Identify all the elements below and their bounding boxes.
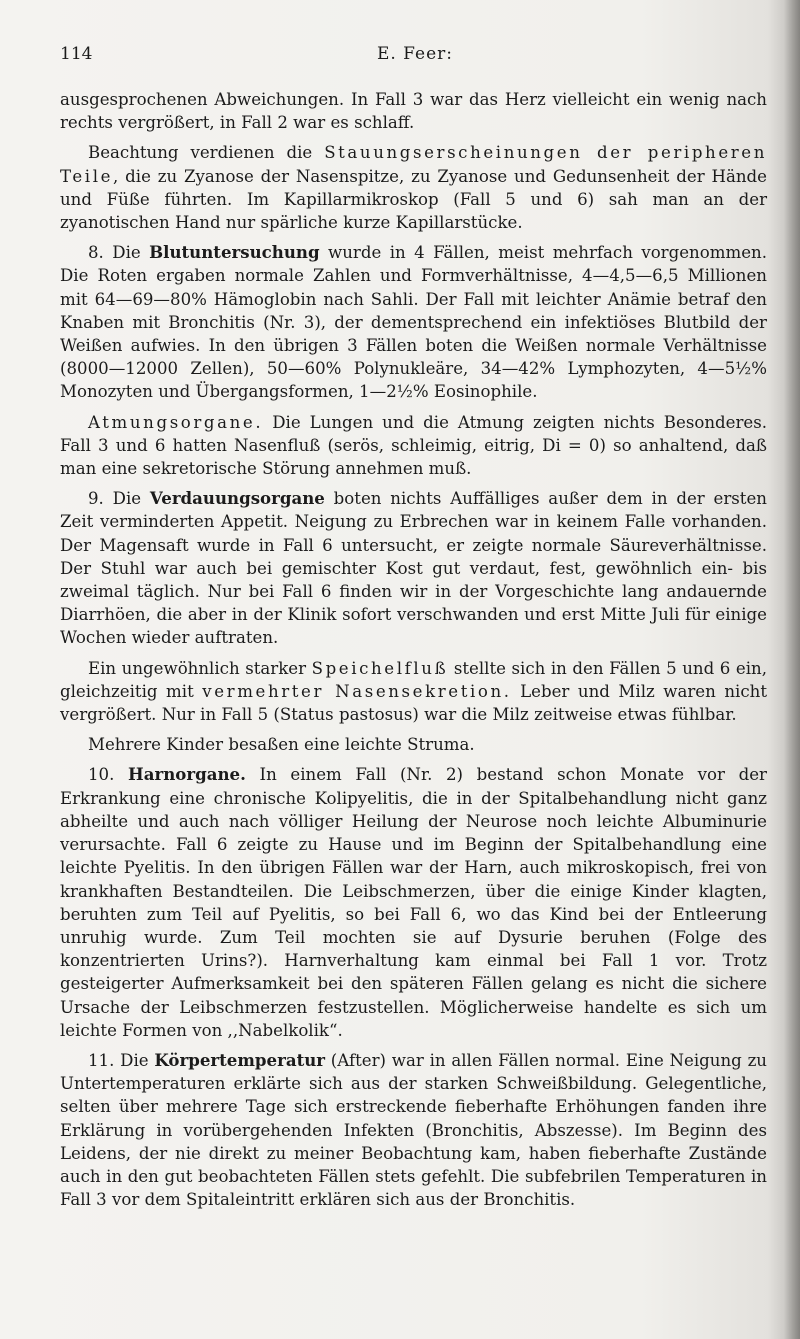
spaced-term: Speichelfluß (311, 658, 449, 678)
paragraph-struma: Mehrere Kinder besaßen eine leichte Struma. (88, 735, 475, 755)
spaced-term: vermehrter Nasensekretion. (202, 681, 512, 701)
section-urinary: 10. Harnorgane. In einem Fall (Nr. 2) bestand schon Monate vor der Erkrankung eine chronische Kolipyelitis, die in der Spitalbehandlung nicht ganz abheilte und auch nach völliger Heilung der Neurose noch leichte Albuminurie verursachte. Fall 6 zeigte zu Hause und im Beginn der Spitalbehandlung eine leichte Pyelitis. In den übrigen Fällen war der Harn, auch mikroskopisch, frei von krankhaften Bestandteilen. Die Leibschmerzen, über die einige Kinder klagten, beruhten zum Teil auf Pyelitis, so bei Fall 6, wo das Kind bei der Entleerung unruhig wurde. Zum Teil mochten sie auf Dysurie beruhen (Folge des konzentrierten Urins?). Harnverhaltung kam einmal bei Fall 1 vor. Trotz gesteigerter Aufmerksamkeit bei den späteren Fällen gelang es nicht die sichere Ursache der Leibschmerzen festzustellen. Möglicherweise handelte es sich um leichte Formen von ,,Nabelkolik“. (60, 764, 767, 1040)
paragraph-respiration: Atmungsorgane. Die Lungen und die Atmung zeigten nichts Besonderes. Fall 3 und 6 hatten Nasenfluß (serös, schleimig, eitrig, Di = 0) so anhaltend, daß man eine sekretorische Störung annehmen muß. (60, 412, 767, 479)
section-blood: 8. Die Blutuntersuchung wurde in 4 Fällen, meist mehrfach vorgenommen. Die Roten ergaben normale Zahlen und Formverhältnisse, 4—4,5—6,5 Millionen mit 64—69—80% Hämoglobin nach Sahli. Der Fall mit leichter Anämie betraf den Knaben mit Bronchitis (Nr. 3), der dementsprechend ein infektiöses Blutbild der Weißen aufwies. In den übrigen 3 Fällen boten die Weißen normale Verhältnisse (8000—12000 Zellen), 50—60% Polynukleäre, 34—42% Lymphozyten, 4—5½% Monozyten und Übergangsformen, 1—2½% Eosinophile. (60, 242, 767, 402)
running-title: E. Feer: (376, 44, 454, 64)
page-number: 114 (60, 44, 93, 64)
paragraph-heart: ausgesprochenen Abweichungen. In Fall 3 war das Herz vielleicht ein wenig nach rechts vergrößert, in Fall 2 war es schlaff. (60, 90, 767, 133)
body-text (60, 88, 767, 1218)
page-header (60, 44, 770, 70)
section-heading: Verdauungsorgane (149, 488, 325, 509)
section-temperature: 11. Die Körpertemperatur (After) war in allen Fällen normal. Eine Neigung zu Untertemperaturen erklärte sich aus der starken Schweißbildung. Gelegentliche, selten über mehrere Tage sich erstreckende fieberhafte Erhöhungen fanden ihre Erklärung in vorübergehenden Infekten (Bronchitis, Abszesse). Im Beginn des Leidens, der nie direkt zu meiner Beobachtung kam, haben fieberhafte Zustände auch in den gut beobachteten Fällen stets gefehlt. Die subfebrilen Temperaturen in Fall 3 vor dem Spitaleintritt erklären sich aus der Bronchitis. (60, 1049, 767, 1210)
spaced-term: Atmungsorgane. (88, 412, 264, 432)
section-digestion: 9. Die Verdauungsorgane boten nichts Auffälliges außer dem in der ersten Zeit verminderten Appetit. Neigung zu Erbrechen war in keinem Falle vorhanden. Der Magensaft wurde in Fall 6 untersucht, er zeigte normale Säureverhältnisse. Der Stuhl war auch bei gemischter Kost gut verdaut, fest, gewöhnlich ein- bis zweimal täglich. Nur bei Fall 6 finden wir in der Vorgeschichte lang andauernde Diarrhöen, die aber in der Klinik sofort verschwanden und erst Mitte Juli für einige Wochen wieder auftraten. (60, 488, 767, 648)
page-edge-shadow (784, 0, 800, 1339)
paragraph-saliva: Ein ungewöhnlich starker Speichelfluß stellte sich in den Fällen 5 und 6 ein, gleichzeitig mit vermehrter Nasensekretion. Leber und Milz waren nicht vergrößert. Nur in Fall 5 (Status pastosus) war die Milz zeitweise etwas fühlbar. (60, 658, 767, 725)
section-heading: Harnorgane. (128, 764, 246, 785)
paragraph-stasis: Beachtung verdienen die Stauungserscheinungen der peripheren Teile, die zu Zyanose der Nasenspitze, zu Zyanose und Gedunsenheit der Hände und Füße führten. Im Kapillarmikroskop (Fall 5 und 6) sah man an der zyanotischen Hand nur spärliche kurze Kapillarstücke. (60, 143, 767, 233)
section-heading: Blutuntersuchung (149, 242, 320, 263)
section-heading: Körpertemperatur (154, 1049, 326, 1070)
spaced-term: Stauungserscheinungen der peripheren Teile (60, 143, 767, 186)
